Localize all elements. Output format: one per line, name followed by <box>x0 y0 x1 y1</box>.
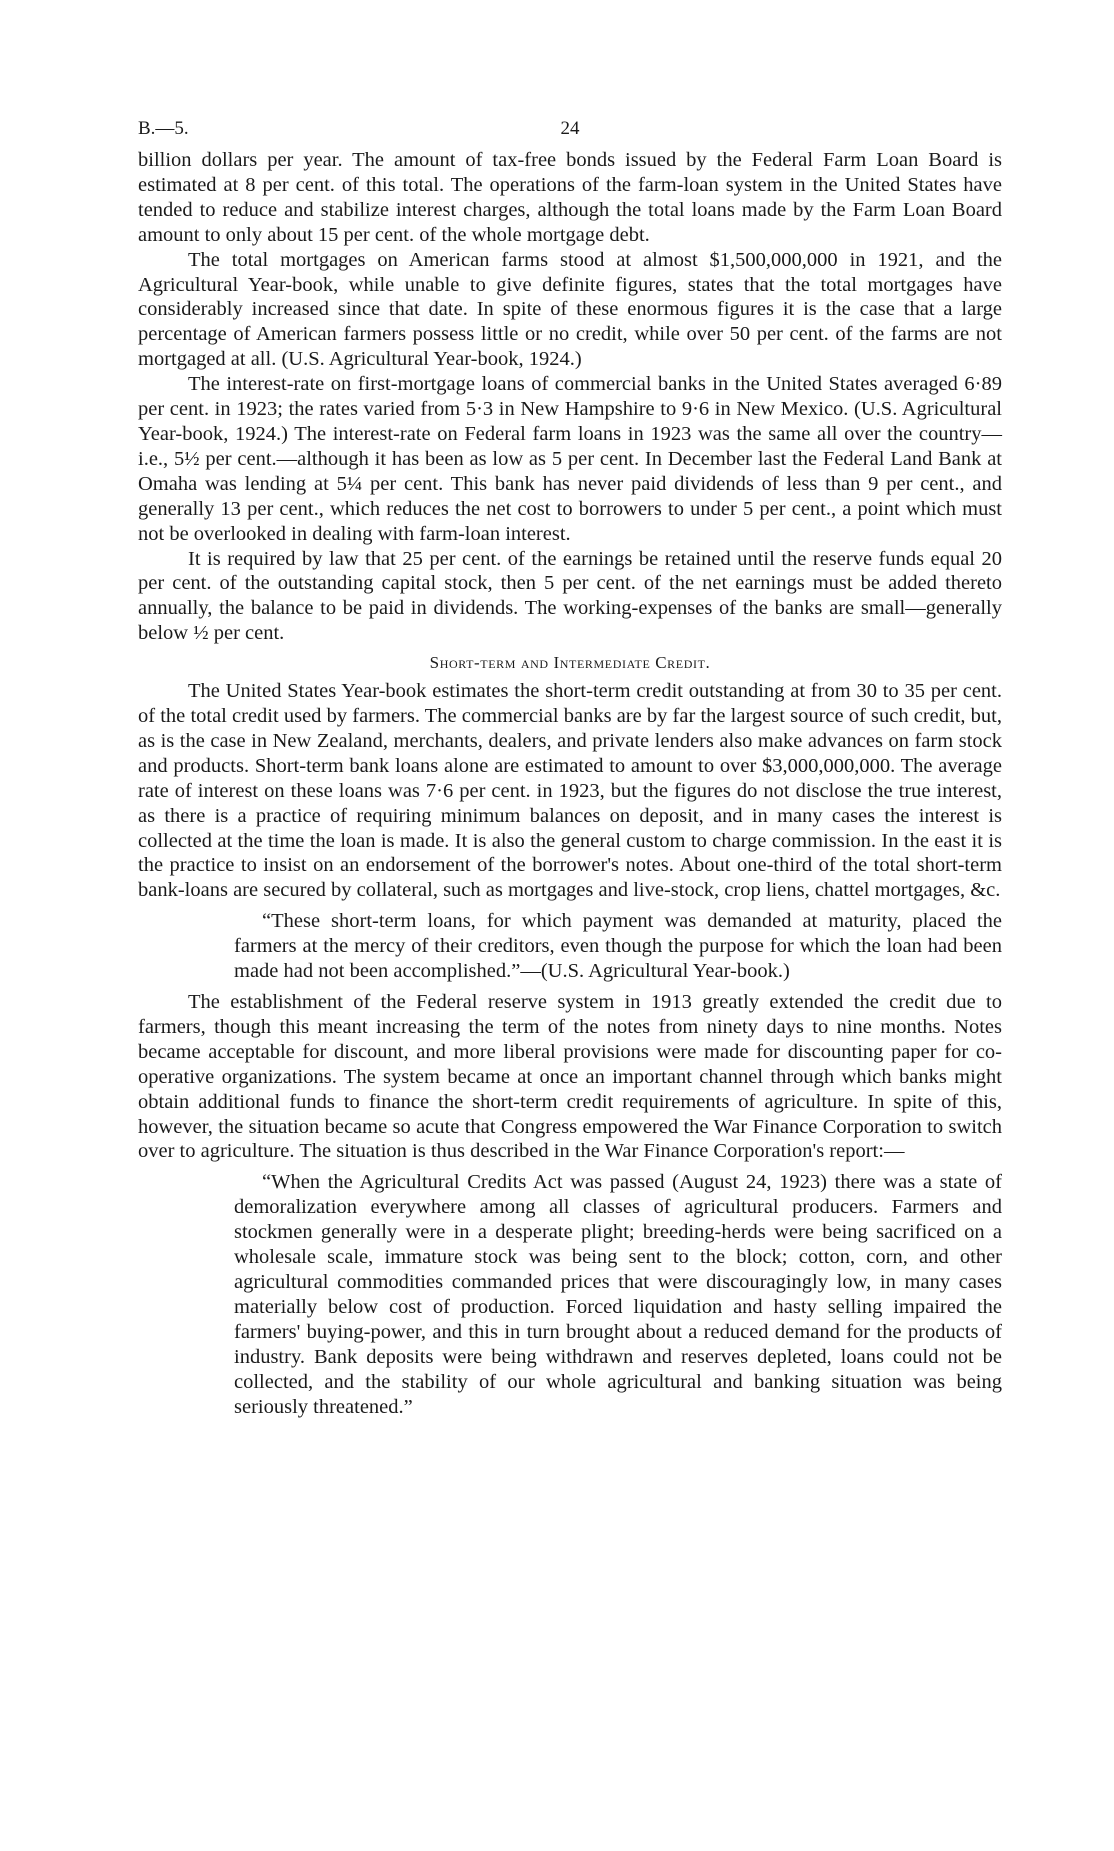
paragraph-5: The United States Year-book estimates the short-term credit outstanding at from 30 to 35 per cent. of the total credit used by farmers. The commercial banks are by far the largest source of such credit, but, as is the case in New Zealand, merchants, dealers, and private lenders also make advances on farm stock and products. Short-term bank loans alone are estimated to amount to over $3,000,000,000. The average rate of interest on these loans was 7·6 per cent. in 1923, but the figures do not disclose the true interest, as there is a practice of requiring minimum balances on deposit, and in many cases the interest is collected at the time the loan is made. It is also the general custom to charge commission. In the east it is the practice to insist on an endorsement of the borrower's notes. About one-third of the total short-term bank-loans are secured by collateral, such as mortgages and live-stock, crop liens, chattel mortgages, &c. <box>138 680 1002 902</box>
document-reference: B.—5. <box>138 118 189 139</box>
paragraph-6: The establishment of the Federal reserve system in 1913 greatly extended the credit due to farmers, though this meant increasing the term of the notes from ninety days to nine months. Notes became acceptable for discount, and more liberal provisions were made for discounting paper for co-operative organizations. The system became at once an important channel through which banks might obtain additional funds to finance the short-term credit requirements of agriculture. In spite of this, however, the situation became so acute that Congress empowered the War Finance Corporation to switch over to agriculture. The situation is thus described in the War Finance Corporation's report:— <box>138 991 1002 1163</box>
block-quote-1: “These short-term loans, for which payment was demanded at maturity, placed the farmers at the mercy of their creditors, even though the purpose for which the loan had been made had not been accomplished.”—(U.S. Agricultural Year-book.) <box>234 910 1002 983</box>
page-header <box>138 118 1002 148</box>
paragraph-3: The interest-rate on first-mortgage loans of commercial banks in the United States averaged 6·89 per cent. in 1923; the rates varied from 5·3 in New Hampshire to 9·6 in New Mexico. (U.S. Agricultural Year-book, 1924.) The interest-rate on Federal farm loans in 1923 was the same all over the country—i.e., 5½ per cent.—although it has been as low as 5 per cent. In December last the Federal Land Bank at Omaha was lending at 5¼ per cent. This bank has never paid dividends of less than 9 per cent., and generally 13 per cent., which reduces the net cost to borrowers to under 5 per cent., a point which must not be overlooked in dealing with farm-loan interest. <box>138 373 1002 545</box>
page-number: 24 <box>560 118 580 139</box>
paragraph-1: billion dollars per year. The amount of tax-free bonds issued by the Federal Farm Loan Board is estimated at 8 per cent. of this total. The operations of the farm-loan system in the United States have tended to reduce and stabilize interest charges, although the total loans made by the Farm Loan Board amount to only about 15 per cent. of the whole mortgage debt. <box>138 149 1002 246</box>
paragraph-2: The total mortgages on American farms stood at almost $1,500,000,000 in 1921, and the Agricultural Year-book, while unable to give definite figures, states that the total mortgages have considerably increased since that date. In spite of these enormous figures it is the case that a large percentage of American farmers possess little or no credit, while over 50 per cent. of the farms are not mortgaged at all. (U.S. Agricultural Year-book, 1924.) <box>138 248 1002 371</box>
section-heading: Short-term and Intermediate Credit. <box>429 653 711 673</box>
document-page <box>138 118 1002 1425</box>
block-quote-2: “When the Agricultural Credits Act was passed (August 24, 1923) there was a state of demoralization everywhere among all classes of agricultural producers. Farmers and stockmen generally were in a desperate plight; breeding-herds were being sacrificed on a wholesale scale, immature stock was being sent to the block; cotton, corn, and other agricultural commodities commanded prices that were discouragingly low, in many cases materially below cost of production. Forced liquidation and hasty selling impaired the farmers' buying-power, and this in turn brought about a reduced demand for the products of industry. Bank deposits were being withdrawn and reserves depleted, loans could not be collected, and the stability of our whole agricultural and banking situation was being seriously threatened.” <box>234 1171 1002 1418</box>
paragraph-4: It is required by law that 25 per cent. of the earnings be retained until the reserve funds equal 20 per cent. of the outstanding capital stock, then 5 per cent. of the net earnings must be added thereto annually, the balance to be paid in dividends. The working-expenses of the banks are small—generally below ½ per cent. <box>138 547 1002 645</box>
